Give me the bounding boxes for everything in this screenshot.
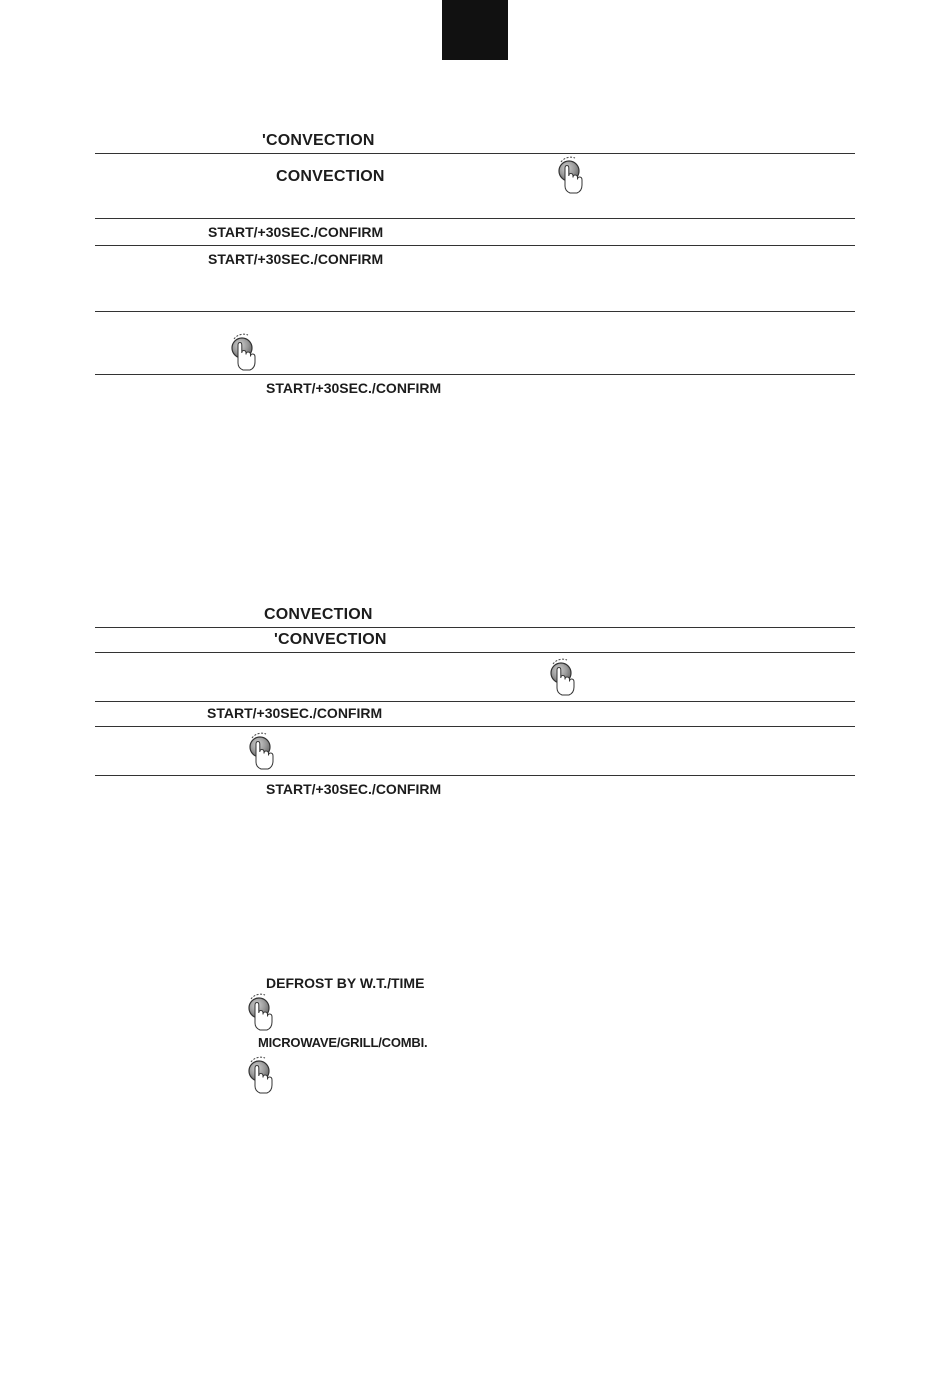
- rule: [95, 775, 855, 776]
- knob-dial-hand-icon: [245, 993, 277, 1033]
- knob-dial-hand-icon: [245, 1056, 277, 1096]
- section2-row3-label: START/+30SEC./CONFIRM: [207, 705, 383, 721]
- knob-dial-hand-icon: [555, 156, 587, 196]
- rule: [95, 218, 855, 219]
- rule: [95, 726, 855, 727]
- section1-title: 'CONVECTION: [262, 132, 375, 149]
- page-tab-marker: [442, 0, 508, 60]
- rule: [95, 245, 855, 246]
- section1-row5-label: START/+30SEC./CONFIRM: [266, 380, 442, 396]
- rule: [95, 627, 855, 628]
- section1-row1-label: CONVECTION: [276, 168, 385, 185]
- knob-dial-hand-icon: [246, 732, 278, 772]
- knob-dial-hand-icon: [228, 333, 260, 373]
- section3-row1-label: DEFROST BY W.T./TIME: [266, 975, 425, 991]
- rule: [95, 153, 855, 154]
- section1-row3-label: START/+30SEC./CONFIRM: [208, 251, 384, 267]
- rule: [95, 701, 855, 702]
- section3-row2-label: MICROWAVE/GRILL/COMBI.: [258, 1035, 428, 1050]
- section2-row1-label: 'CONVECTION: [274, 631, 387, 648]
- knob-dial-hand-icon: [547, 658, 579, 698]
- section2-row5-label: START/+30SEC./CONFIRM: [266, 781, 442, 797]
- rule: [95, 311, 855, 312]
- section1-row2-label: START/+30SEC./CONFIRM: [208, 224, 384, 240]
- section2-title: CONVECTION: [264, 606, 373, 623]
- rule: [95, 374, 855, 375]
- rule: [95, 652, 855, 653]
